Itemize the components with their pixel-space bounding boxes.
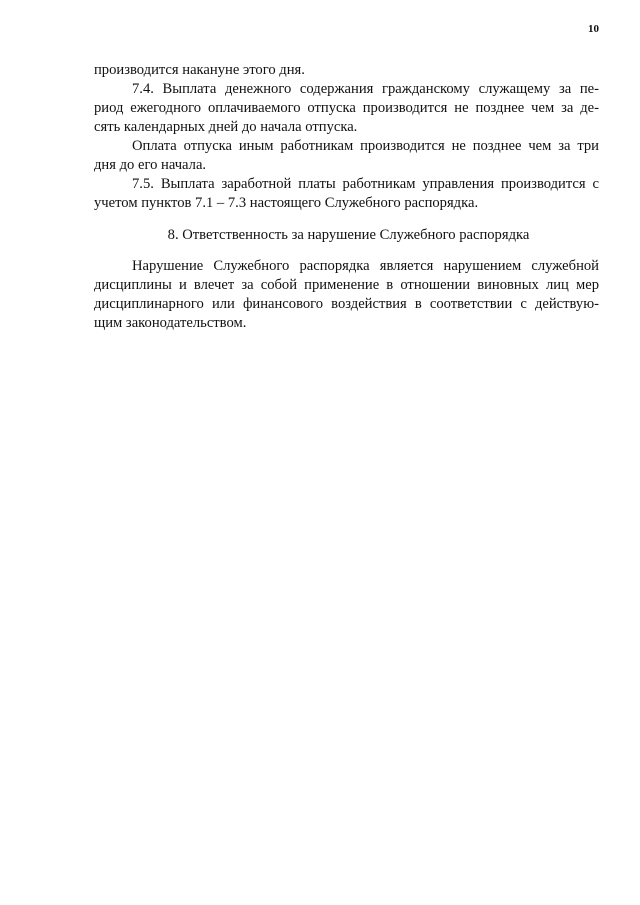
paragraph-vacation-payment xyxy=(94,137,599,175)
text-line: учетом пунктов 7.1 – 7.3 настоящего Служебного распорядка. xyxy=(94,195,479,211)
paragraph-continuation xyxy=(94,61,599,80)
page-number: 10 xyxy=(588,23,599,35)
text-line: 7.5. Выплата заработной платы работникам управления производится с xyxy=(132,176,599,192)
paragraph-section-8 xyxy=(94,257,599,333)
text-line: сять календарных дней до начала отпуска. xyxy=(94,119,358,135)
text-line: 7.4. Выплата денежного содержания гражданскому служащему за пе- xyxy=(132,81,599,97)
text-line: дисциплины и влечет за собой применение в отношении виновных лиц мер xyxy=(94,277,599,293)
paragraph-7-4 xyxy=(94,80,599,137)
text-line: Оплата отпуска иным работникам производится не позднее чем за три xyxy=(132,138,599,154)
text-line: дня до его начала. xyxy=(94,157,207,173)
document-body xyxy=(94,61,599,333)
text-line: риод ежегодного оплачиваемого отпуска производится не позднее чем за де- xyxy=(94,100,599,116)
paragraph-7-5 xyxy=(94,175,599,213)
text-line: дисциплинарного или финансового воздействия в соответствии с действую- xyxy=(94,296,599,312)
text-line: производится накануне этого дня. xyxy=(94,62,305,78)
text-line: щим законодательством. xyxy=(94,315,247,331)
text-line: Нарушение Служебного распорядка является нарушением служебной xyxy=(132,258,599,274)
section-heading: 8. Ответственность за нарушение Служебного распорядка xyxy=(167,227,530,243)
